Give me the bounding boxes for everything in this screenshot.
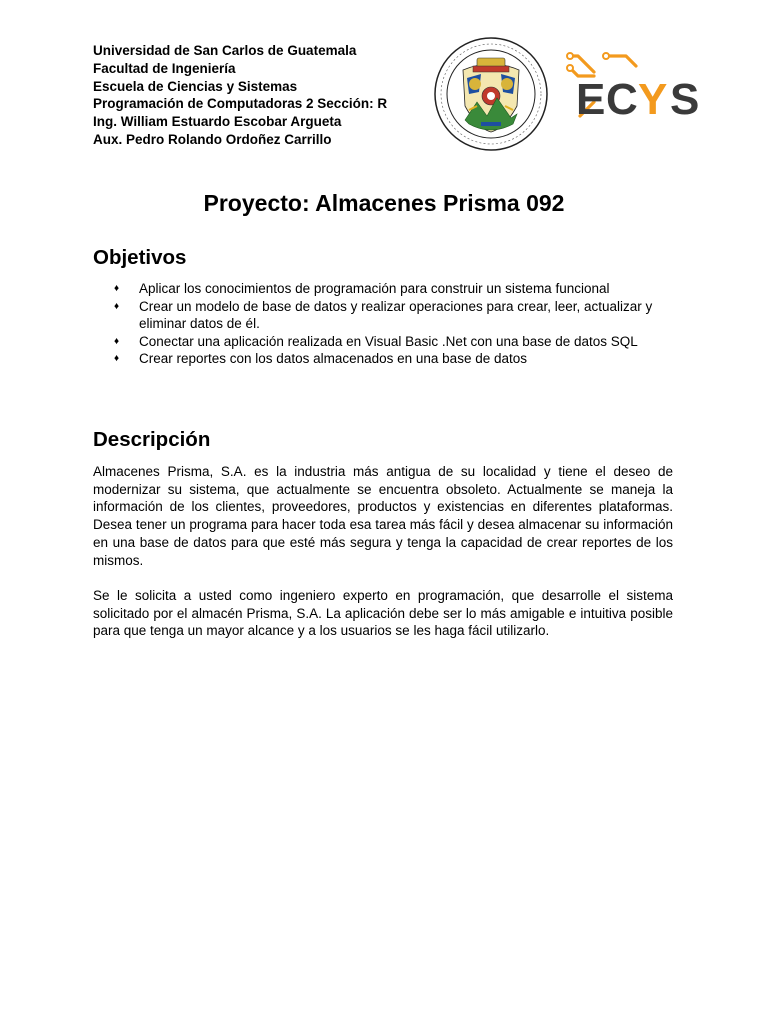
header-line-course: Programación de Computadoras 2 Sección: R (93, 96, 388, 112)
institution-header (93, 42, 387, 149)
project-title: Proyecto: Almacenes Prisma 092 (203, 190, 565, 216)
objectives-heading: Objetivos (93, 246, 187, 269)
objective-text: Conectar una aplicación realizada en Visual Basic .Net con una base de datos SQL (139, 333, 638, 349)
header-line-assistant: Aux. Pedro Rolando Ordoñez Carrillo (93, 131, 332, 147)
description-heading: Descripción (93, 428, 211, 451)
svg-text:Y: Y (638, 75, 667, 120)
bullet-diamond-icon: ♦ (114, 283, 120, 294)
list-item (93, 298, 683, 333)
bullet-diamond-icon: ♦ (114, 335, 120, 347)
description-paragraph: Se le solicita a usted como ingeniero experto en programación, que desarrolle el sistema solicitado por el almacén Prisma, S.A. La aplicación debe ser lo más amigable e intuitiva posible para que tenga un mayor alcance y a los usuarios se les haga fácil utilizarlo. (93, 588, 673, 639)
svg-text:C: C (606, 75, 637, 120)
objective-text: Aplicar los conocimientos de programación para construir un sistema funcional (139, 281, 610, 296)
bullet-diamond-icon: ♦ (114, 300, 120, 312)
objective-text: Crear un modelo de base de datos y realizar operaciones para crear, leer, actualizar y eliminar datos de él. (139, 298, 653, 331)
ecys-logo-icon (564, 50, 716, 120)
list-item (93, 350, 683, 368)
header-line-faculty: Facultad de Ingeniería (93, 60, 236, 76)
usac-seal-icon (433, 36, 549, 152)
list-item (93, 333, 683, 351)
svg-text:E: E (576, 75, 605, 120)
list-item (93, 280, 683, 298)
bullet-diamond-icon: ♦ (114, 353, 120, 364)
header-line-university: Universidad de San Carlos de Guatemala (93, 43, 357, 58)
objectives-list (93, 280, 683, 368)
description-paragraph: Almacenes Prisma, S.A. es la industria más antigua de su localidad y tiene el deseo de modernizar su sistema, que actualmente se encuentra obsoleto. Actualmente se maneja la información de los clientes, proveedores, productos y existencias en diferentes plataformas. Desea tener un programa para hacer toda esa tarea más fácil y desea almacenar su información en una base de datos para que esté más segura y tenga la capacidad de crear reportes de los mismos. (93, 464, 673, 568)
objective-text: Crear reportes con los datos almacenados en una base de datos (139, 351, 527, 366)
svg-text:S: S (670, 75, 699, 120)
header-line-professor: Ing. William Estuardo Escobar Argueta (93, 114, 342, 130)
header-line-school: Escuela de Ciencias y Sistemas (93, 78, 298, 94)
